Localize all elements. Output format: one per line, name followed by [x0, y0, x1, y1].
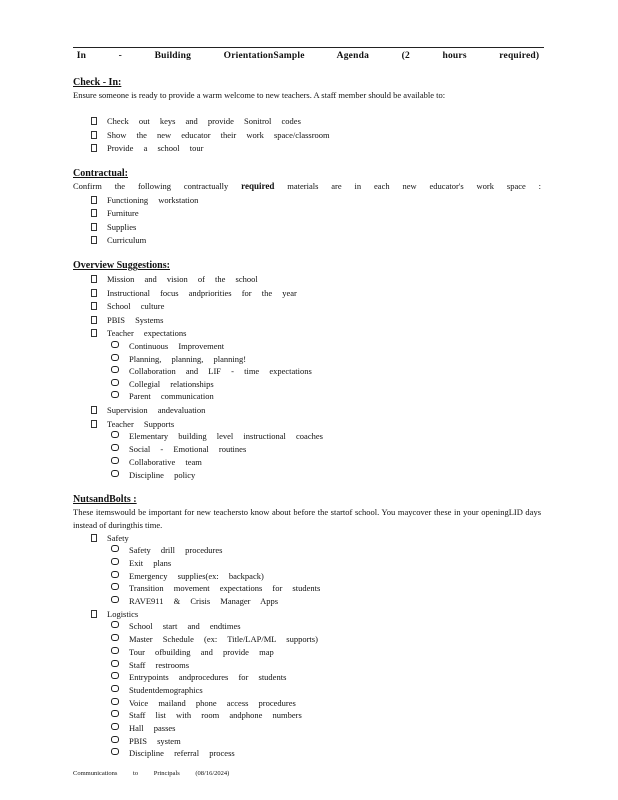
- circle-bullet-icon: [111, 685, 119, 692]
- top-rule: [73, 47, 544, 48]
- bullet-icon: [91, 196, 97, 204]
- circle-bullet-icon: [111, 558, 119, 565]
- bullet-icon: [91, 223, 97, 231]
- list-item: Curriculum: [91, 234, 146, 246]
- bullet-icon: [91, 117, 97, 125]
- circle-bullet-icon: [111, 457, 119, 464]
- list-item: Instructional focus andpriorities for the year: [91, 287, 297, 299]
- bullet-icon: [91, 534, 97, 542]
- sub-list-item: Hall passes: [111, 722, 175, 734]
- bullet-icon: [91, 131, 97, 139]
- sub-list-item: Discipline policy: [111, 469, 195, 481]
- sub-list-item: Collaboration and LIF - time expectations: [111, 365, 312, 377]
- bullet-icon: [91, 289, 97, 297]
- circle-bullet-icon: [111, 647, 119, 654]
- circle-bullet-icon: [111, 354, 119, 361]
- circle-bullet-icon: [111, 736, 119, 743]
- circle-bullet-icon: [111, 545, 119, 552]
- list-item: Show the new educator their work space/classroom: [91, 129, 330, 141]
- circle-bullet-icon: [111, 444, 119, 451]
- list-item: Furniture: [91, 207, 139, 219]
- circle-bullet-icon: [111, 431, 119, 438]
- sub-list-item: Social - Emotional routines: [111, 443, 246, 455]
- circle-bullet-icon: [111, 698, 119, 705]
- checkin-intro: Ensure someone is ready to provide a warm welcome to new teachers. A staff member should be available to:: [73, 90, 446, 100]
- list-item: Teacher Supports: [91, 418, 174, 430]
- sub-list-item: Tour ofbuilding and provide map: [111, 646, 274, 658]
- bullet-icon: [91, 209, 97, 217]
- bullet-icon: [91, 236, 97, 244]
- circle-bullet-icon: [111, 748, 119, 755]
- list-item: Functioning workstation: [91, 194, 198, 206]
- sub-list-item: Master Schedule (ex: Title/LAP/ML supports): [111, 633, 318, 645]
- circle-bullet-icon: [111, 391, 119, 398]
- bullet-icon: [91, 420, 97, 428]
- circle-bullet-icon: [111, 634, 119, 641]
- sub-list-item: Continuous Improvement: [111, 340, 224, 352]
- list-item: Logistics: [91, 608, 138, 620]
- list-item: PBIS Systems: [91, 314, 163, 326]
- bullet-icon: [91, 610, 97, 618]
- sub-list-item: Transition movement expectations for students: [111, 582, 320, 594]
- page-footer: Communications to Principals (08/16/2024): [73, 770, 230, 777]
- sub-list-item: Collaborative team: [111, 456, 202, 468]
- nuts-heading: NutsandBolts :: [73, 494, 137, 505]
- sub-list-item: Parent communication: [111, 390, 214, 402]
- circle-bullet-icon: [111, 341, 119, 348]
- sub-list-item: Planning, planning, planning!: [111, 353, 246, 365]
- sub-list-item: Safety drill procedures: [111, 544, 222, 556]
- sub-list-item: Staff list with room andphone numbers: [111, 709, 302, 721]
- contractual-heading: Contractual:: [73, 168, 128, 179]
- circle-bullet-icon: [111, 710, 119, 717]
- list-item: Check out keys and provide Sonitrol codes: [91, 115, 301, 127]
- list-item: Supervision andevaluation: [91, 404, 205, 416]
- bullet-icon: [91, 406, 97, 414]
- sub-list-item: Collegial relationships: [111, 378, 214, 390]
- circle-bullet-icon: [111, 583, 119, 590]
- overview-heading: Overview Suggestions:: [73, 260, 170, 271]
- sub-list-item: Entrypoints andprocedures for students: [111, 671, 286, 683]
- sub-list-item: Elementary building level instructional coaches: [111, 430, 323, 442]
- list-item: Safety: [91, 532, 129, 544]
- nuts-intro: These itemswould be important for new teachersto know about before the startof school. You maycover these in your openingLID days instead of duringthis time.: [73, 507, 541, 530]
- circle-bullet-icon: [111, 723, 119, 730]
- list-item: Supplies: [91, 221, 136, 233]
- page-title: In - Building OrientationSample Agenda (2 hours required): [76, 51, 540, 61]
- bullet-icon: [91, 144, 97, 152]
- list-item: Teacher expectations: [91, 327, 186, 339]
- bullet-icon: [91, 316, 97, 324]
- bullet-icon: [91, 302, 97, 310]
- list-item: Mission and vision of the school: [91, 273, 258, 285]
- sub-list-item: PBIS system: [111, 735, 181, 747]
- list-item: School culture: [91, 300, 164, 312]
- circle-bullet-icon: [111, 379, 119, 386]
- bullet-icon: [91, 275, 97, 283]
- circle-bullet-icon: [111, 621, 119, 628]
- sub-list-item: RAVE911 & Crisis Manager Apps: [111, 595, 278, 607]
- sub-list-item: Exit plans: [111, 557, 171, 569]
- circle-bullet-icon: [111, 672, 119, 679]
- checkin-heading: Check - In:: [73, 77, 122, 88]
- sub-list-item: Emergency supplies(ex: backpack): [111, 570, 264, 582]
- circle-bullet-icon: [111, 660, 119, 667]
- list-item: Provide a school tour: [91, 142, 203, 154]
- sub-list-item: Discipline referral process: [111, 747, 235, 759]
- sub-list-item: School start and endtimes: [111, 620, 241, 632]
- contractual-intro: Confirm the following contractually required materials are in each new educator's work space :: [73, 181, 542, 191]
- circle-bullet-icon: [111, 571, 119, 578]
- sub-list-item: Studentdemographics: [111, 684, 203, 696]
- bullet-icon: [91, 329, 97, 337]
- circle-bullet-icon: [111, 366, 119, 373]
- sub-list-item: Voice mailand phone access procedures: [111, 697, 296, 709]
- circle-bullet-icon: [111, 470, 119, 477]
- circle-bullet-icon: [111, 596, 119, 603]
- sub-list-item: Staff restrooms: [111, 659, 189, 671]
